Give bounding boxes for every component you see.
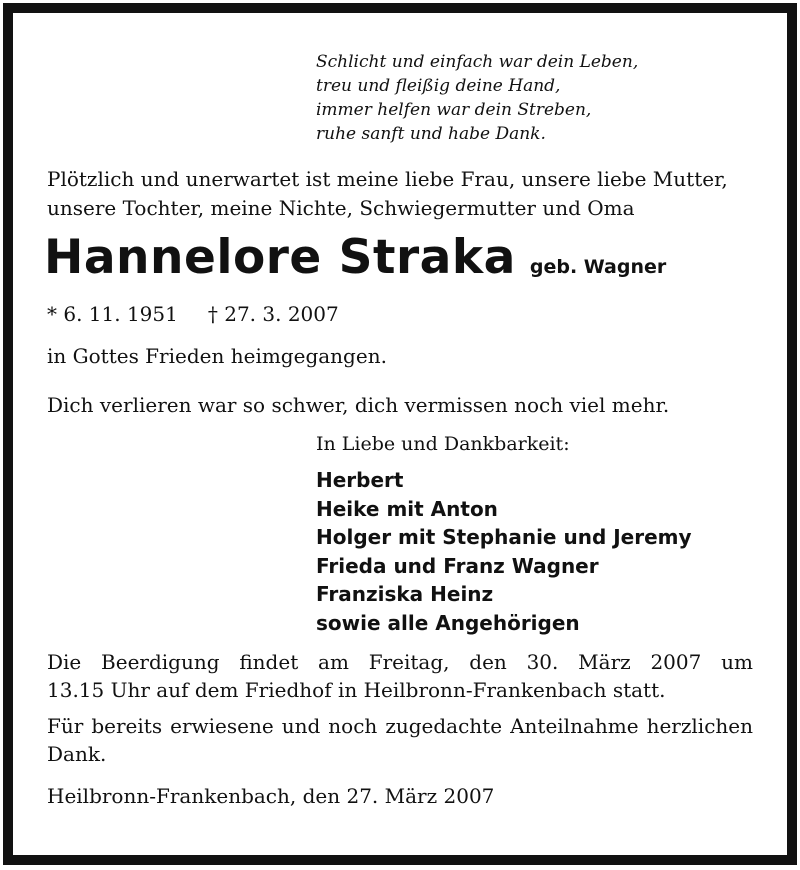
funeral-notice [47, 648, 753, 704]
poem [316, 50, 638, 146]
mourner: Holger mit Stephanie und Jeremy [316, 525, 692, 549]
intro-line: unsere Tochter, meine Nichte, Schwiegermutter und Oma [47, 196, 635, 220]
sympathy-note [47, 712, 753, 768]
sympathy-line: Für bereits erwiesene und noch zugedachte Anteilnahme herzlichen [47, 714, 753, 738]
poem-line: treu und fleißig deine Hand, [316, 76, 561, 96]
poem-line: ruhe sanft und habe Dank. [316, 124, 546, 144]
place-and-date: Heilbronn-Frankenbach, den 27. März 2007 [47, 784, 495, 808]
death-date: † 27. 3. 2007 [207, 302, 339, 326]
life-dates [47, 302, 339, 326]
mourner: Heike mit Anton [316, 496, 498, 521]
mourner: Herbert [316, 468, 404, 492]
sympathy-line: Dank. [47, 742, 107, 766]
quote-line: Dich verlieren war so schwer, dich vermissen noch viel mehr. [47, 393, 670, 417]
intro-text [47, 165, 753, 223]
deceased-name: Hannelore Straka [44, 230, 516, 285]
poem-line: Schlicht und einfach war dein Leben, [316, 52, 639, 72]
poem-line: immer helfen war dein Streben, [316, 100, 592, 120]
thanks-heading: In Liebe und Dankbarkeit: [316, 433, 570, 455]
deceased-name-row [44, 230, 666, 285]
birth-date: * 6. 11. 1951 [47, 302, 178, 326]
mourner: Frieda und Franz Wagner [316, 553, 599, 578]
maiden-name: geb. Wagner [529, 256, 667, 278]
mourners-list [316, 466, 692, 637]
mourner: Franziska Heinz [316, 582, 494, 606]
mourner: sowie alle Angehörigen [316, 610, 580, 635]
peace-line: in Gottes Frieden heimgegangen. [47, 344, 387, 368]
intro-line: Plötzlich und unerwartet ist meine liebe Frau, unsere liebe Mutter, [47, 167, 728, 191]
funeral-line: Die Beerdigung findet am Freitag, den 30. März 2007 um [47, 650, 753, 674]
funeral-line: 13.15 Uhr auf dem Friedhof in Heilbronn-Frankenbach statt. [47, 678, 666, 702]
